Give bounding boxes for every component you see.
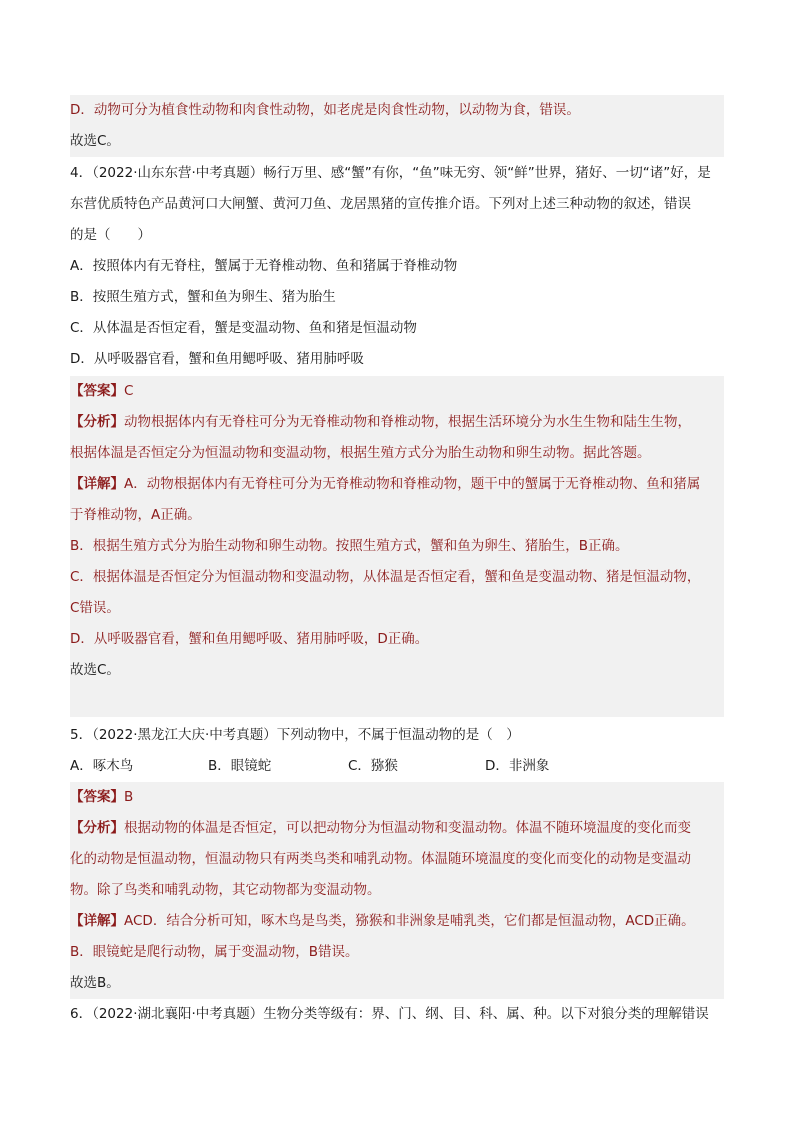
q4-option-d: D．从呼吸器官看，蟹和鱼用鳃呼吸、猪用肺呼吸 bbox=[70, 351, 364, 367]
q4-detail-line-4: C．根据体温是否恒定分为恒温动物和变温动物，从体温是否恒定看，蟹和鱼是变温动物、猪是恒温动物， bbox=[70, 562, 724, 593]
q4-answer bbox=[70, 376, 724, 407]
q4-stem-line-2: 东营优质特色产品黄河口大闸蟹、黄河刀鱼、龙居黑猪的宣传推介语。下列对上述三种动物的叙述，错误 bbox=[70, 196, 691, 212]
q3-final-answer: 故选C。 bbox=[70, 126, 724, 157]
q5-analysis-line-2: 化的动物是恒温动物，恒温动物只有两类鸟类和哺乳动物。体温随环境温度的变化而变化的动物是变温动 bbox=[70, 844, 724, 875]
q4-detail-line-5: C错误。 bbox=[70, 593, 724, 624]
q6-stem-line-1: 6．（2022·湖北襄阳·中考真题）生物分类等级有：界、门、纲、目、科、属、种。以下对狼分类的理解错误 bbox=[70, 1006, 709, 1022]
q4-option-a: A．按照体内有无脊柱，蟹属于无脊椎动物、鱼和猪属于脊椎动物 bbox=[70, 258, 458, 274]
answer-tag: 【答案】 bbox=[70, 789, 124, 805]
q4-analysis-line-2: 根据体温是否恒定分为恒温动物和变温动物，根据生殖方式分为胎生动物和卵生动物。据此答题。 bbox=[70, 438, 724, 469]
q5-analysis-line-3: 物。除了鸟类和哺乳动物，其它动物都为变温动物。 bbox=[70, 875, 724, 906]
q4-detail-line-6: D．从呼吸器官看，蟹和鱼用鳃呼吸、猪用肺呼吸，D正确。 bbox=[70, 624, 724, 655]
q5-option-d: D．非洲象 bbox=[485, 758, 550, 774]
q5-detail-line-1 bbox=[70, 906, 724, 937]
q3-option-d-explanation: D．动物可分为植食性动物和肉食性动物，如老虎是肉食性动物，以动物为食，错误。 bbox=[70, 95, 724, 126]
q4-final-answer: 故选C。 bbox=[70, 655, 724, 686]
detail-text: ACD．结合分析可知，啄木鸟是鸟类，猕猴和非洲象是哺乳类，它们都是恒温动物，ACD正确。 bbox=[124, 913, 695, 929]
analysis-tag: 【分析】 bbox=[70, 820, 124, 836]
q4-stem-line-1: 4．（2022·山东东营·中考真题）畅行万里、感“蟹”有你，“鱼”味无穷、领“鲜”世界，猪好、一切“诸”好，是 bbox=[70, 165, 711, 181]
q5-final-answer: 故选B。 bbox=[70, 968, 724, 999]
q5-answer bbox=[70, 782, 724, 813]
analysis-text: 根据动物的体温是否恒定，可以把动物分为恒温动物和变温动物。体温不随环境温度的变化而变 bbox=[124, 820, 691, 836]
q5-option-b: B．眼镜蛇 bbox=[208, 758, 272, 774]
shaded-blank-line bbox=[70, 686, 724, 717]
q5-option-a: A．啄木鸟 bbox=[70, 758, 134, 774]
answer-value: C bbox=[124, 383, 134, 399]
detail-tag: 【详解】 bbox=[70, 913, 124, 929]
q4-stem-line-3: 的是（ ） bbox=[70, 227, 151, 243]
q4-detail-line-1 bbox=[70, 469, 724, 500]
detail-text: A．动物根据体内有无脊柱可分为无脊椎动物和脊椎动物，题干中的蟹属于无脊椎动物、鱼和猪属 bbox=[124, 476, 701, 492]
q5-option-c: C．猕猴 bbox=[348, 758, 398, 774]
q4-option-c: C．从体温是否恒定看，蟹是变温动物、鱼和猪是恒温动物 bbox=[70, 320, 417, 336]
q5-analysis-line-1 bbox=[70, 813, 724, 844]
answer-value: B bbox=[124, 789, 134, 805]
analysis-tag: 【分析】 bbox=[70, 414, 124, 430]
q4-option-b: B．按照生殖方式，蟹和鱼为卵生、猪为胎生 bbox=[70, 289, 336, 305]
q5-stem: 5．（2022·黑龙江大庆·中考真题）下列动物中，不属于恒温动物的是（ ） bbox=[70, 727, 520, 743]
analysis-text: 动物根据体内有无脊柱可分为无脊椎动物和脊椎动物，根据生活环境分为水生生物和陆生生物， bbox=[124, 414, 691, 430]
q5-detail-line-2: B．眼镜蛇是爬行动物，属于变温动物，B错误。 bbox=[70, 937, 724, 968]
answer-tag: 【答案】 bbox=[70, 383, 124, 399]
q4-detail-line-3: B．根据生殖方式分为胎生动物和卵生动物。按照生殖方式，蟹和鱼为卵生、猪胎生，B正确。 bbox=[70, 531, 724, 562]
q4-detail-line-2: 于脊椎动物，A正确。 bbox=[70, 500, 724, 531]
q5-options bbox=[70, 751, 724, 782]
detail-tag: 【详解】 bbox=[70, 476, 124, 492]
q4-analysis-line-1 bbox=[70, 407, 724, 438]
